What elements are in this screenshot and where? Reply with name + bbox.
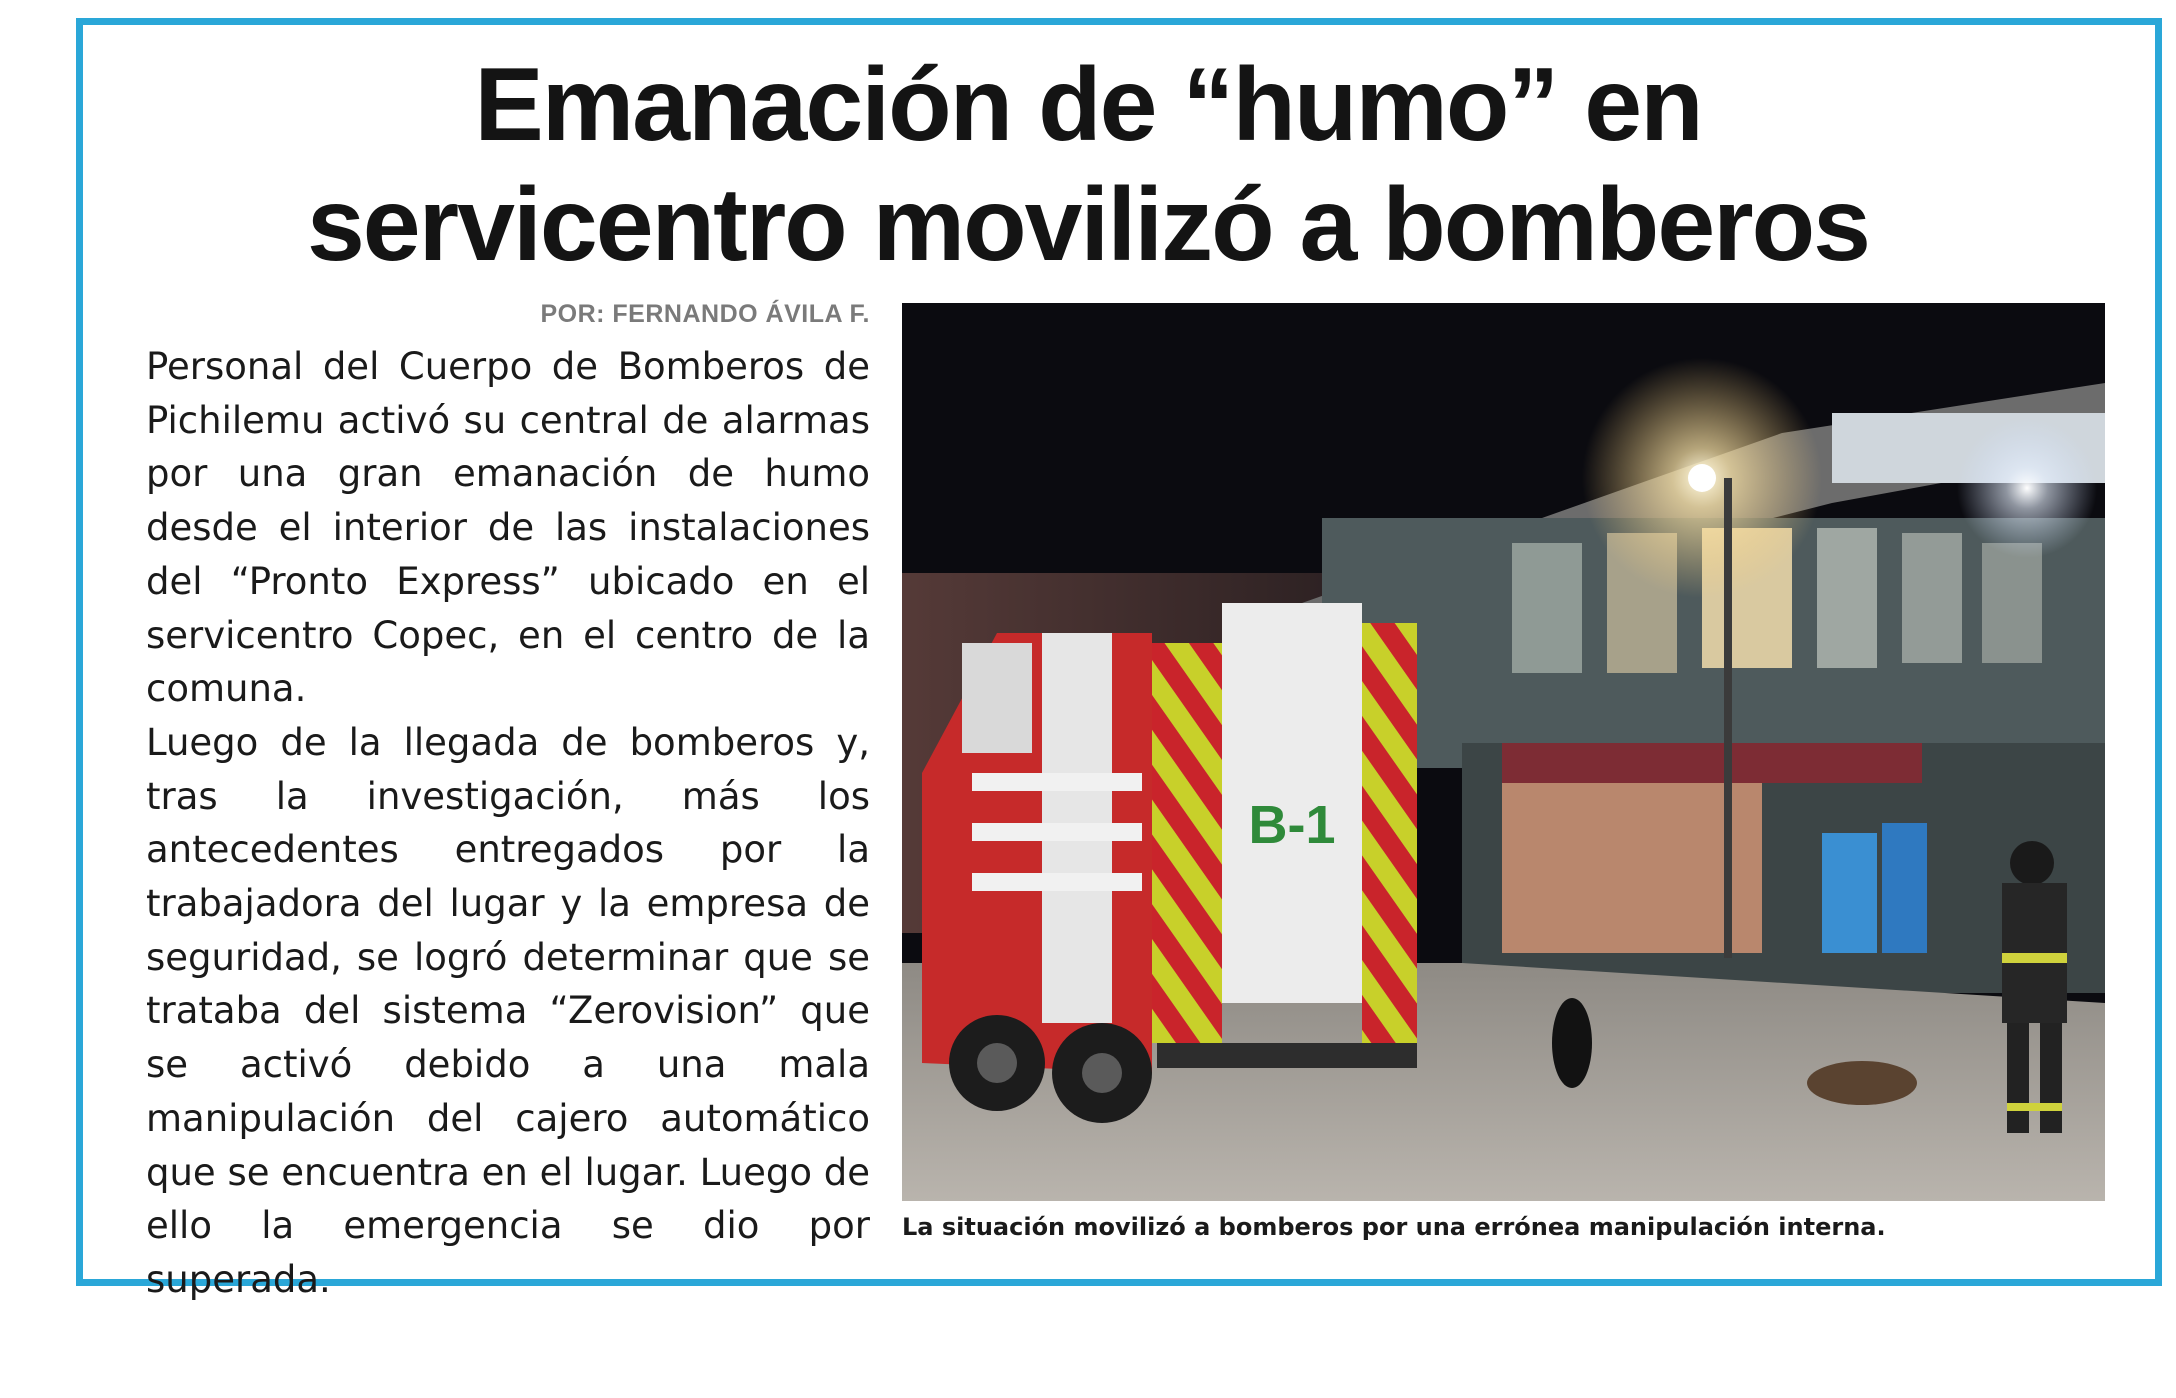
dog <box>1807 1061 1917 1105</box>
news-photo <box>902 303 2105 1201</box>
headline-line-2: servicentro movilizó a bomberos <box>306 167 1870 283</box>
shop-window <box>1502 783 1762 953</box>
atm <box>1882 823 1927 953</box>
photo-caption: La situación movilizó a bomberos por una errónea manipulación interna. <box>902 1213 1886 1241</box>
window <box>1512 543 1582 673</box>
article-body <box>146 340 870 1307</box>
window <box>1902 533 1962 663</box>
dog <box>1552 998 1592 1088</box>
window <box>1982 543 2042 663</box>
truck-label: B-1 <box>1248 795 1336 855</box>
headline-line-1: Emanación de “humo” en <box>474 47 1702 163</box>
paragraph-2: Luego de la llegada de bomberos y, tras la investigación, más los antecedentes entregados por la trabajadora del lugar y la empresa de seguridad, se logró determinar que se trataba del sistema “Zerovision” que se activó debido a una mala manipulación del cajero automático que se encuentra en el lugar. Luego de ello la emergencia se dio por superada. <box>146 720 870 1301</box>
window <box>1817 528 1877 668</box>
canopy-light-glow <box>1957 418 2097 558</box>
headline <box>0 45 2176 285</box>
fire-truck <box>922 603 1417 1123</box>
paragraph-1: Personal del Cuerpo de Bomberos de Pichilemu activó su central de alarmas por una gran emanación de humo desde el interior de las instalaciones del “Pronto Express” ubicado en el servicentro Copec, en el centro de la comuna. <box>146 345 870 711</box>
atm <box>1822 833 1877 953</box>
lamp-post <box>1724 478 1732 958</box>
street-lamp <box>1688 464 1716 492</box>
byline: POR: FERNANDO ÁVILA F. <box>540 300 870 328</box>
shop-sign <box>1502 743 1922 783</box>
